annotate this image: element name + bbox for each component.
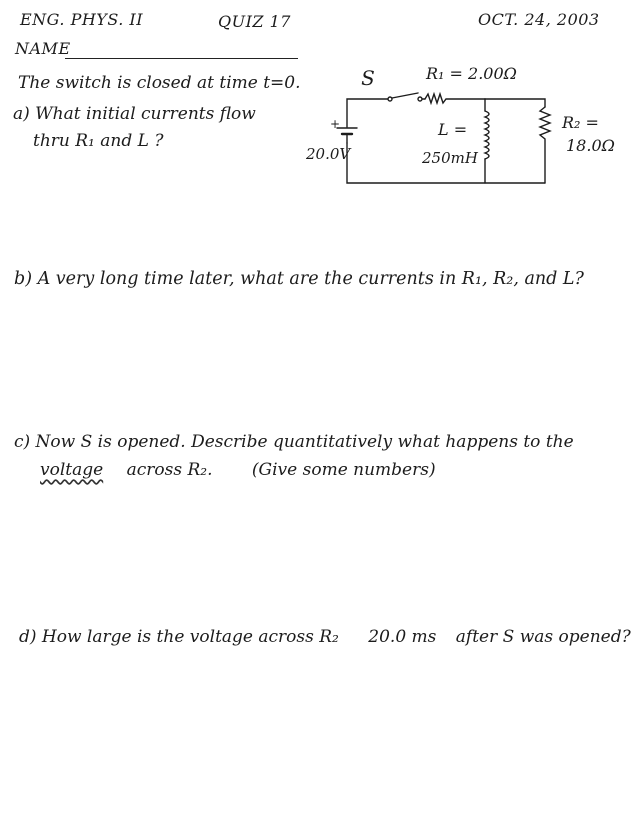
course-title: ENG. PHYS. II	[20, 10, 144, 29]
r1-resistor	[425, 94, 485, 103]
date: OCT. 24, 2003	[478, 10, 600, 29]
question-c-note: (Give some numbers)	[251, 460, 436, 480]
r2-label: R₂ =	[562, 113, 599, 132]
battery-label: 20.0V	[306, 145, 351, 163]
question-c-line1: c) Now S is opened. Describe quantitatively what happens to the	[14, 432, 574, 452]
switch-label: S	[361, 66, 375, 90]
top-left-wire	[347, 99, 388, 127]
r2-resistor	[540, 107, 550, 183]
top-right-wire	[485, 99, 545, 107]
question-d-text: d) How large is the voltage across R₂	[19, 627, 339, 647]
intro-text: The switch is closed at time t=0.	[18, 73, 301, 93]
battery-plus-sign: +	[330, 117, 341, 131]
switch-blade	[392, 93, 418, 98]
question-d-end: after S was opened?	[455, 627, 631, 647]
question-a-line1: a) What initial currents flow	[13, 104, 256, 124]
question-a-line2: thru R₁ and L ?	[33, 131, 164, 151]
question-c-across: across R₂.	[126, 460, 213, 480]
inductor-label: L =	[438, 120, 468, 139]
quiz-title: QUIZ 17	[218, 12, 291, 31]
name-blank-line	[65, 58, 298, 59]
name-label: NAME	[15, 39, 71, 58]
voltage-word: voltage	[40, 460, 104, 480]
circuit-diagram	[300, 55, 630, 195]
question-c-line2	[40, 460, 436, 480]
switch-pivot	[388, 97, 392, 101]
question-d-time: 20.0 ms	[368, 627, 437, 647]
inductor-value: 250mH	[422, 149, 478, 167]
question-b: b) A very long time later, what are the currents in R₁, R₂, and L?	[14, 269, 584, 289]
r2-value: 18.0Ω	[566, 136, 615, 155]
inductor-coil	[485, 111, 489, 159]
question-d	[19, 627, 631, 647]
r1-label: R₁ = 2.00Ω	[426, 64, 517, 83]
